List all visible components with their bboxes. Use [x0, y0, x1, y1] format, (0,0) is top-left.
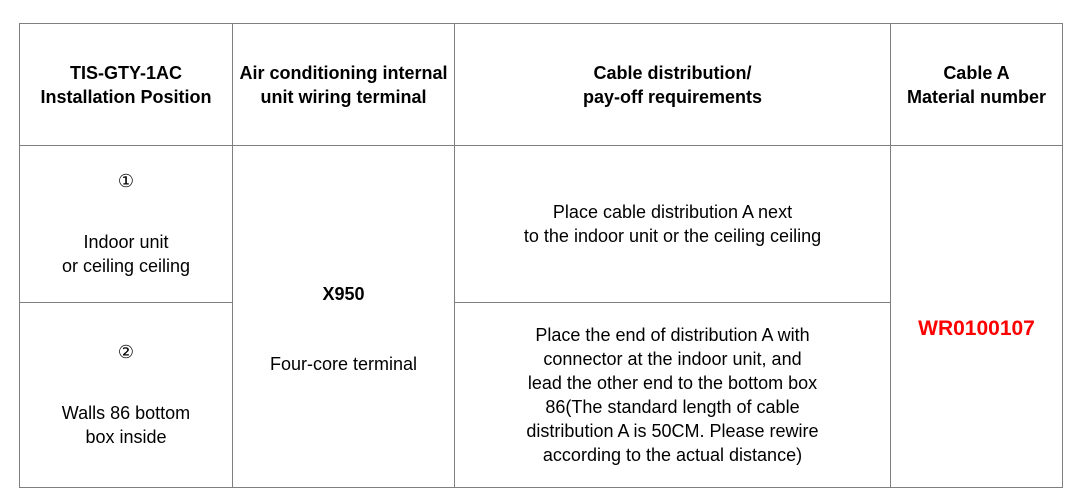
table-row — [20, 146, 1063, 303]
position-number-1: ① — [117, 171, 135, 192]
header-wiring-terminal: Air conditioning internal unit wiring terminal — [233, 24, 455, 146]
header-row — [20, 24, 1063, 146]
wiring-table — [19, 23, 1063, 488]
position-number-2: ② — [117, 342, 135, 363]
requirements-cell-1: Place cable distribution A next to the indoor unit or the ceiling ceiling — [455, 146, 891, 303]
requirements-cell-2: Place the end of distribution A with connector at the indoor unit, and lead the other end to the bottom box 86(The standard length of cable distribution A is 50CM. Please rewire according to the actual distance) — [455, 303, 891, 488]
position-text-1: Indoor unit or ceiling ceiling — [61, 232, 191, 276]
position-cell-1 — [20, 146, 233, 303]
header-installation-position: TIS-GTY-1AC Installation Position — [20, 24, 233, 146]
position-text-2: Walls 86 bottom box inside — [61, 403, 191, 447]
position-cell-2 — [20, 303, 233, 488]
material-number-cell — [891, 146, 1063, 488]
terminal-description: Four-core terminal — [269, 353, 418, 374]
terminal-cell — [233, 146, 455, 488]
header-cable-requirements: Cable distribution/ pay-off requirements — [455, 24, 891, 146]
material-number: WR0100107 — [918, 316, 1035, 340]
header-material-number: Cable A Material number — [891, 24, 1063, 146]
terminal-id: X950 — [322, 283, 365, 304]
